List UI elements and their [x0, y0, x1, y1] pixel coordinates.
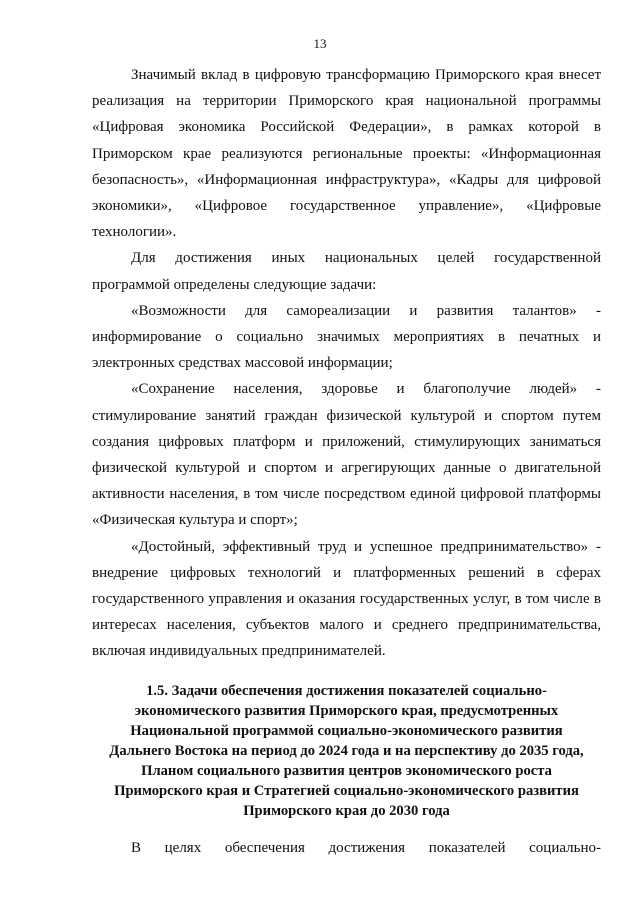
page-number: 13 — [313, 36, 327, 51]
document-body — [92, 62, 601, 861]
paragraph-labor: «Достойный, эффективный труд и успешное предпринимательство» - внедрение цифровых технологий и платформенных решений в сферах государственного управления и оказания государственных услуг, в том числе в интересах населения, субъектов малого и среднего предпринимательства, включая индивидуальных предпринимателей. — [92, 538, 601, 660]
section-heading: 1.5. Задачи обеспечения достижения показателей социально-экономического развития Приморского края, предусмотренных Национальной программой социально-экономического развития Дальнего Востока на период до 2024 года и на перспективу до 2035 года, Планом социального развития центров экономического роста Приморского края и Стратегией социально-экономического развития Приморского края до 2030 года — [109, 682, 584, 819]
paragraph-talents: «Возможности для самореализации и развития талантов» - информирование о социально значимых мероприятиях в печатных и электронных средствах массовой информации; — [92, 302, 601, 372]
paragraph-trailing: В целях обеспечения достижения показателей социально- — [131, 839, 601, 856]
paragraph-digital-transformation: Значимый вклад в цифровую трансформацию Приморского края внесет реализация на территории Приморского края национальной программы «Цифровая экономика Российской Федерации», в рамках которой в Приморском крае реализуются региональные проекты: «Информационная безопасность», «Информационная инфраструктура», «Кадры для цифровой экономики», «Цифровое государственное управление», «Цифровые технологии». — [92, 67, 601, 241]
paragraph-tasks-intro: Для достижения иных национальных целей государственной программой определены следующие задачи: — [92, 250, 601, 293]
paragraph-population: «Сохранение населения, здоровье и благополучие людей» - стимулирование занятий граждан физической культурой и спортом путем создания цифровых платформ и приложений, стимулирующих заниматься физической культурой и спортом и агрегирующих данные о двигательной активности населения, в том числе посредством единой цифровой платформы «Физическая культура и спорт»; — [92, 381, 601, 529]
